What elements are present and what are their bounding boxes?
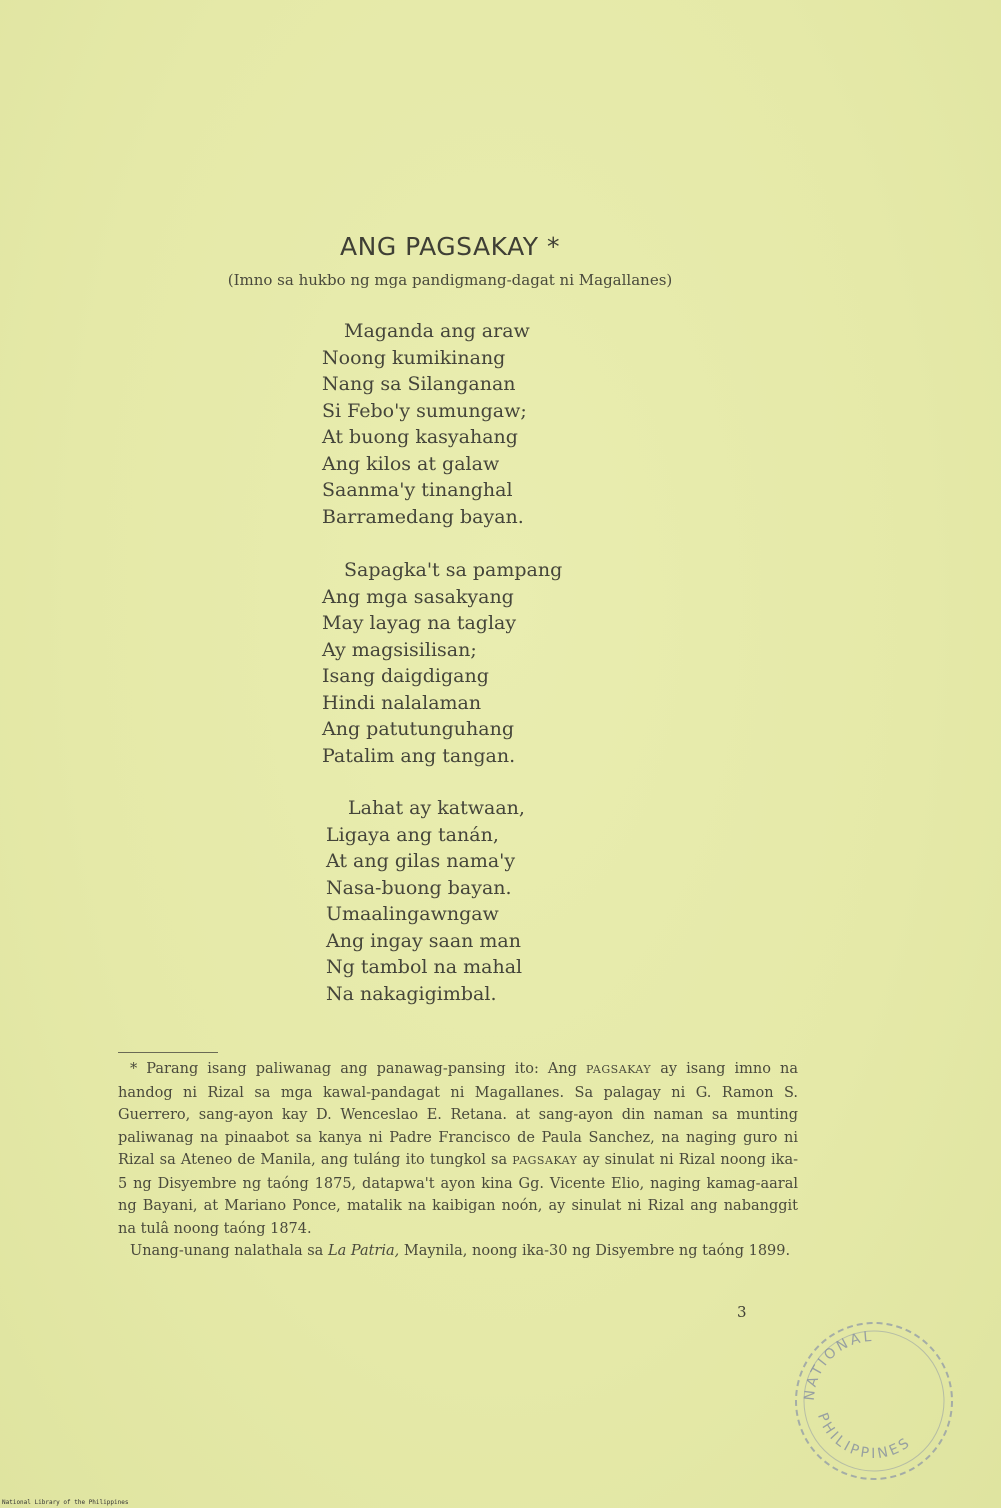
poem-line: Saanma'y tinanghal [322, 479, 513, 501]
poem-subtitle: (Imno sa hukbo ng mga pandigmang-dagat ni Magallanes) [227, 271, 673, 289]
poem-line: Ang mga sasakyang [322, 585, 514, 608]
poem-line: Sapagka't sa pampang [344, 559, 563, 581]
footnote-paragraph-1 [118, 1058, 798, 1240]
poem-line: Ligaya ang tanán, [326, 823, 499, 846]
poem-title: ANG PAGSAKAY * [340, 232, 560, 261]
poem-line: Ng tambol na mahal [326, 956, 523, 978]
poem-line: Si Febo'y sumungaw; [322, 399, 527, 422]
footnote-text: ay sinulat ni Rizal noong ika-5 ng Disyembre ng taóng 1875, datapwa't ayon kina Gg. Vicente Elio, naging kamag-aaral ng Bayani, at Mariano Ponce, matalik na kaibigan noón, ay sinulat ni Rizal ang nabanggit na tulâ noong taóng 1874. [118, 1152, 798, 1237]
poem-line: May layag na taglay [322, 612, 517, 634]
footnote [118, 1058, 798, 1263]
poem-line: Noong kumikinang [322, 346, 506, 369]
poem-line: Ang ingay saan man [326, 929, 522, 952]
stanza-1 [322, 318, 530, 530]
library-stamp-icon [788, 1315, 960, 1487]
poem-line: Na nakagigimbal. [326, 982, 497, 1005]
footnote-divider [118, 1052, 218, 1053]
poem-line: Ang kilos at galaw [322, 452, 500, 475]
poem-line: Lahat ay katwaan, [348, 797, 525, 819]
poem-line: Maganda ang araw [344, 320, 530, 342]
poem-line: Umaalingawngaw [326, 903, 499, 925]
poem-line: Isang daigdigang [322, 665, 489, 687]
stanza-2 [322, 557, 562, 769]
poem-line: Ang patutunguhang [322, 718, 514, 740]
footnote-text: * Parang isang paliwanag ang panawag-pansing ito: Ang [130, 1061, 587, 1077]
poem-line: At ang gilas nama'y [326, 850, 516, 872]
footnote-text: Unang-unang nalathala sa [130, 1243, 328, 1259]
poem-line: Hindi nalalaman [322, 691, 482, 714]
poem-line: Barramedang bayan. [322, 505, 524, 528]
footnote-paragraph-2 [118, 1240, 798, 1263]
poem-line: Patalim ang tangan. [322, 744, 516, 767]
footnote-smallcaps: PAGSAKAY [512, 1154, 578, 1167]
poem-line: At buong kasyahang [322, 426, 518, 448]
poem-line: Nang sa Silanganan [322, 373, 516, 395]
stamp-bottom-text: PHILIPPINES [813, 1410, 915, 1463]
page-number: 3 [737, 1303, 747, 1321]
stanza-3 [326, 795, 525, 1007]
poem-line: Ay magsisilisan; [322, 638, 477, 661]
footnote-smallcaps: PAGSAKAY [586, 1063, 652, 1076]
svg-text:NATIONAL [802, 1329, 875, 1402]
poem-line: Nasa-buong bayan. [326, 876, 512, 899]
library-credit: National Library of the Philippines [2, 1499, 129, 1506]
footnote-italic: La Patria, [327, 1243, 400, 1259]
footnote-text: ay isang imno na handog ni Rizal sa mga kawal-pandagat ni Magallanes. Sa palagay ni G. Ramon S. Guerrero, sang-ayon kay D. Wenceslao E. Retana. at sang-ayon din naman sa munting paliwanag na pinaabot sa kanya ni Padre Francisco de Paula Sanchez, na naging guro ni Rizal sa Ateneo de Manila, ang tuláng ito tungkol sa [118, 1061, 798, 1168]
stamp-top-text: NATIONAL [801, 1328, 875, 1402]
footnote-text: Maynila, noong ika-30 ng Disyembre ng taóng 1899. [399, 1243, 791, 1259]
